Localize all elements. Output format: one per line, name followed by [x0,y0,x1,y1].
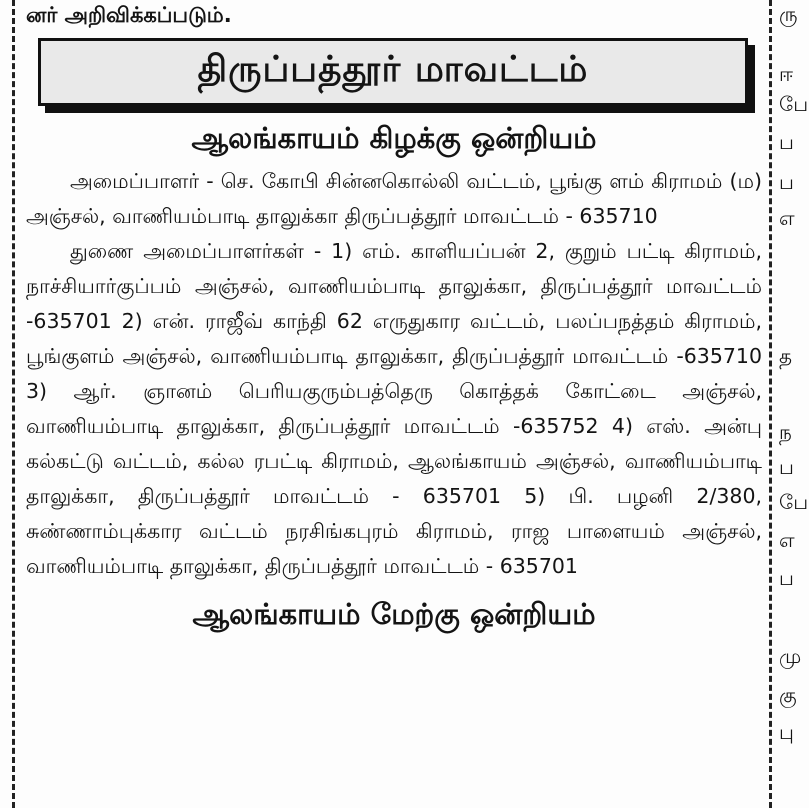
fragment-text: எ [779,528,795,552]
fragment-text: ப [779,130,794,154]
fragment-text: மு [779,644,802,668]
fragment-text: பே [779,490,809,514]
fragment-text: எ [779,206,795,230]
organizer-paragraph: அமைப்பாளர் - செ. கோபி சின்னகொல்லி வட்டம், பூங்கு ளம் கிராமம் (ம) அஞ்சல், வாணியம்பாடி தாலுக்கா திருப்பத்தூர் மாவட்டம் - 635710 [26,169,762,228]
fragment-text: ரு [779,2,798,26]
union-heading-west: ஆலங்காயம் மேற்கு ஒன்றியம் [192,597,596,631]
district-title-box [38,38,748,106]
main-column [26,0,762,634]
fragment-text: ப [779,170,794,194]
fragment-text: பு [779,720,794,744]
deputy-organizers-paragraph: துணை அமைப்பாளர்கள் - 1) எம். காளியப்பன் 2, குறும் பட்டி கிராமம், நாச்சியார்குப்பம் அஞ்சல், வாணியம்பாடி தாலுக்கா, திருப்பத்தூர் மாவட்டம் -635701 2) என். ராஜீவ் காந்தி 62 எருதுகார வட்டம், பலப்பநத்தம் கிராமம், பூங்குளம் அஞ்சல், வாணியம்பாடி தாலுக்கா, திருப்பத்தூர் மாவட்டம் -635710 3) ஆர். ஞானம் பெரியகுரும்பத்தெரு கொத்தக் கோட்டை அஞ்சல், வாணியம்பாடி தாலுக்கா, திருப்பத்தூர் மாவட்டம் -635752 4) எஸ். அன்பு கல்கட்டு வட்டம், கல்ல ரபட்டி கிராமம், ஆலங்காயம் அஞ்சல், வாணியம்பாடி தாலுக்கா, திருப்பத்தூர் மாவட்டம் - 635701 5) பி. பழனி 2/380, சுண்ணாம்புக்கார வட்டம் நரசிங்கபுரம் கிராமம், ராஜ பாளையம் அஞ்சல், வாணியம்பாடி தாலுக்கா, திருப்பத்தூர் மாவட்டம் - 635701 [26,239,762,578]
district-title: திருப்பத்தூர் மாவட்டம் [197,49,589,90]
fragment-text: த [779,344,793,368]
adjacent-column-fragments [779,0,809,808]
union-heading-east: ஆலங்காயம் கிழக்கு ஒன்றியம் [191,121,597,155]
fragment-text: கு [779,683,797,707]
fragment-text: ப [779,455,794,479]
right-dashed-border [769,0,772,808]
fragment-text: ஈ [779,62,794,86]
previous-article-ending: னர் அறிவிக்கப்படும். [26,3,232,27]
fragment-text: ந [779,420,792,444]
fragment-text: பே [779,92,809,116]
left-dashed-border [12,0,15,808]
fragment-text: ப [779,566,794,590]
